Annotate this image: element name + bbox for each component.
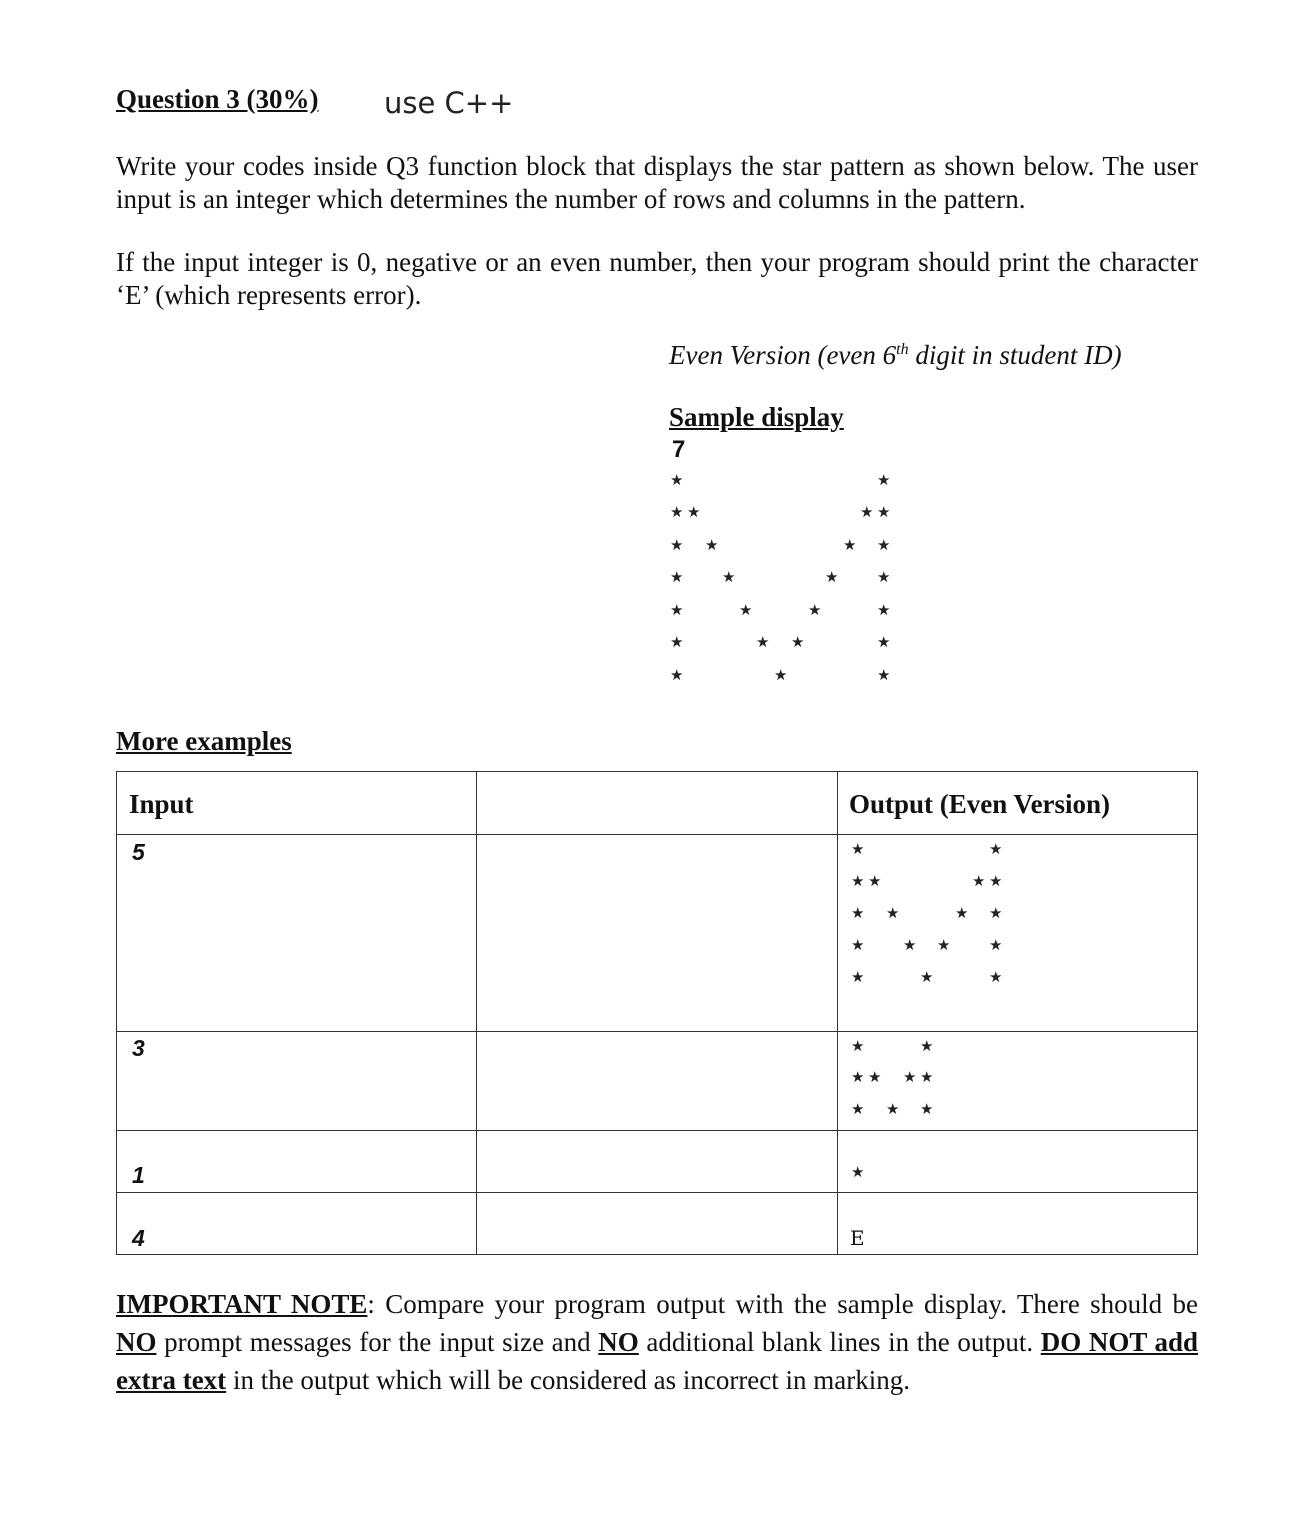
star: ★ [903, 1068, 917, 1086]
star: ★ [903, 936, 917, 954]
example-input-1: 1 [132, 1162, 145, 1188]
star: ★ [851, 1163, 865, 1181]
note-text-2: prompt messages for the input size and [156, 1327, 599, 1357]
instruction-paragraph: Write your codes inside Q3 function block that displays the star pattern as shown below. The user input is an integer which determines the number of rows and columns in the pattern. [116, 151, 1198, 214]
star: ★ [860, 503, 874, 521]
star: ★ [877, 568, 891, 586]
note-text-3: additional blank lines in the output. [638, 1327, 1041, 1357]
note-no-2: NO [598, 1327, 639, 1357]
star: ★ [851, 1068, 865, 1086]
star: ★ [868, 872, 882, 890]
star: ★ [955, 904, 969, 922]
sample-input-value: 7 [672, 436, 686, 463]
star: ★ [851, 936, 865, 954]
star: ★ [670, 666, 684, 684]
star: ★ [851, 1100, 865, 1118]
star: ★ [851, 872, 865, 890]
version-prefix: Even Version (even 6 [669, 340, 897, 370]
important-note [116, 1285, 1198, 1399]
version-label [669, 340, 1122, 371]
star: ★ [886, 1100, 900, 1118]
star: ★ [825, 568, 839, 586]
important-note-label: IMPORTANT NOTE [116, 1289, 368, 1319]
star: ★ [670, 601, 684, 619]
star: ★ [851, 1037, 865, 1055]
star: ★ [877, 601, 891, 619]
star: ★ [722, 568, 736, 586]
question-title: Question 3 (30%) [116, 84, 319, 114]
note-do-not: DO NOT add extra text [116, 1327, 1198, 1395]
star: ★ [843, 536, 857, 554]
star: ★ [989, 840, 1003, 858]
example-input-4: 4 [132, 1225, 145, 1251]
sample-display-title: Sample display [669, 402, 844, 432]
star: ★ [705, 536, 719, 554]
version-suffix: digit in student ID) [908, 340, 1122, 370]
star: ★ [937, 936, 951, 954]
star: ★ [989, 904, 1003, 922]
star: ★ [670, 633, 684, 651]
star: ★ [989, 968, 1003, 986]
star: ★ [670, 568, 684, 586]
star: ★ [670, 503, 684, 521]
star: ★ [851, 840, 865, 858]
input-column-header: Input [129, 789, 194, 819]
note-text-1: : Compare your program output with the sample display. There should be [367, 1289, 1198, 1319]
note-no-1: NO [116, 1327, 157, 1357]
version-sup: th [896, 341, 909, 358]
examples-table [116, 771, 1198, 1255]
star: ★ [877, 503, 891, 521]
star: ★ [920, 1068, 934, 1086]
star: ★ [670, 471, 684, 489]
star: ★ [886, 904, 900, 922]
star: ★ [920, 1037, 934, 1055]
star: ★ [989, 936, 1003, 954]
star: ★ [920, 1100, 934, 1118]
star: ★ [877, 633, 891, 651]
star: ★ [670, 536, 684, 554]
star: ★ [851, 968, 865, 986]
star: ★ [756, 633, 770, 651]
star: ★ [972, 872, 986, 890]
output-column-header: Output (Even Version) [849, 789, 1111, 819]
example-output-4-error: E [850, 1226, 865, 1250]
star: ★ [808, 601, 822, 619]
star: ★ [877, 536, 891, 554]
note-text-4: in the output which will be considered as incorrect in marking. [226, 1365, 911, 1395]
star: ★ [877, 471, 891, 489]
handwritten-note: use C++ [384, 86, 514, 120]
star: ★ [920, 968, 934, 986]
more-examples-title: More examples [116, 726, 292, 756]
star: ★ [868, 1068, 882, 1086]
star: ★ [877, 666, 891, 684]
star: ★ [774, 666, 788, 684]
example-input-5: 5 [132, 839, 145, 865]
star: ★ [989, 872, 1003, 890]
star: ★ [851, 904, 865, 922]
star: ★ [739, 601, 753, 619]
error-rule-paragraph: If the input integer is 0, negative or an even number, then your program should print the character ‘E’ (which represents error). [116, 247, 1198, 310]
example-input-3: 3 [132, 1035, 145, 1061]
star: ★ [687, 503, 701, 521]
star: ★ [791, 633, 805, 651]
